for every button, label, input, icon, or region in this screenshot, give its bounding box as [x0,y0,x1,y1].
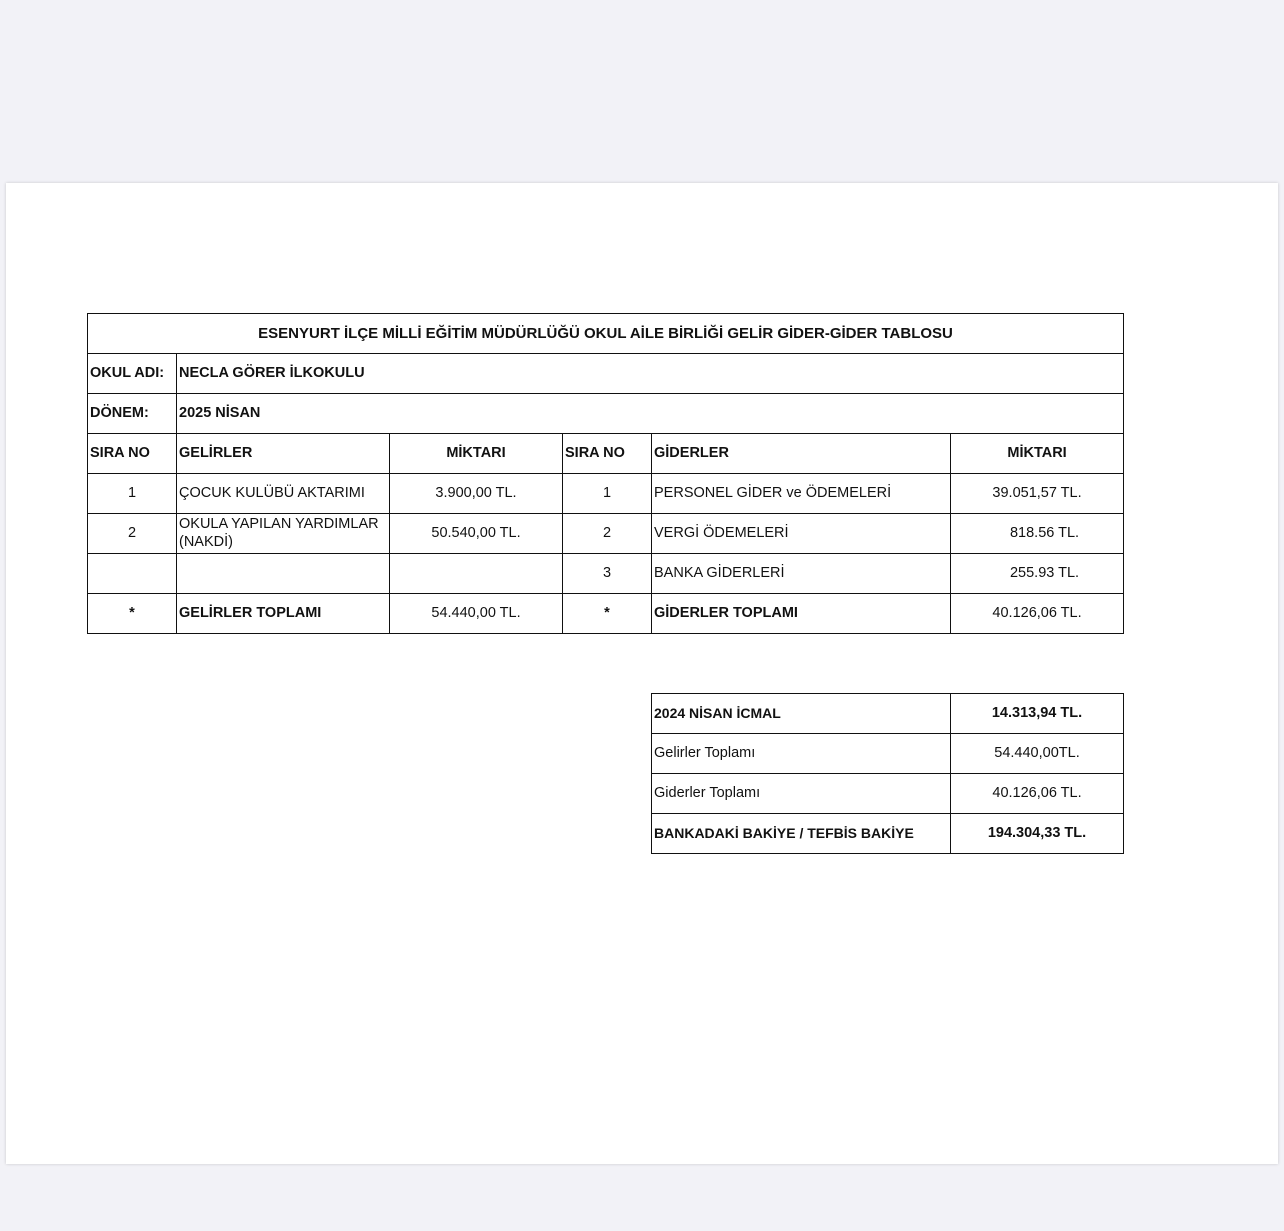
balance-label: BANKADAKİ BAKİYE / TEFBİS BAKİYE [652,814,951,854]
table-row [88,514,1124,554]
table-row [88,554,1124,594]
summary-row-expense [652,774,1124,814]
summary-row-previous [652,694,1124,734]
period-value: 2025 NİSAN [177,394,1124,434]
expense-no: 1 [563,474,652,514]
header-expenses: GİDERLER [652,434,951,474]
expense-no: 3 [563,554,652,594]
income-amount: 3.900,00 TL. [390,474,563,514]
income-expense-table [87,313,1124,634]
table-row [88,474,1124,514]
expense-amount: 39.051,57 TL. [951,474,1124,514]
summary-row-balance [652,814,1124,854]
summary-expense-value: 40.126,06 TL. [951,774,1124,814]
summary-income-label: Gelirler Toplamı [652,734,951,774]
document-page [6,183,1278,1164]
header-sira-no-income: SIRA NO [88,434,177,474]
income-total-label: GELİRLER TOPLAMI [177,594,390,634]
expense-name: VERGİ ÖDEMELERİ [652,514,951,554]
income-name [177,554,390,594]
balance-value: 194.304,33 TL. [951,814,1124,854]
expense-total-marker: * [563,594,652,634]
school-name: NECLA GÖRER İLKOKULU [177,354,1124,394]
income-name: ÇOCUK KULÜBÜ AKTARIMI [177,474,390,514]
header-amount-expense: MİKTARI [951,434,1124,474]
expense-total-label: GİDERLER TOPLAMI [652,594,951,634]
income-no: 2 [88,514,177,554]
income-amount [390,554,563,594]
header-row [88,434,1124,474]
totals-row [88,594,1124,634]
header-amount-income: MİKTARI [390,434,563,474]
expense-name: PERSONEL GİDER ve ÖDEMELERİ [652,474,951,514]
header-income: GELİRLER [177,434,390,474]
expense-total-amount: 40.126,06 TL. [951,594,1124,634]
period-label: DÖNEM: [88,394,177,434]
period-row [88,394,1124,434]
income-total-marker: * [88,594,177,634]
summary-table [651,693,1124,854]
title-row [88,314,1124,354]
school-label: OKUL ADI: [88,354,177,394]
income-no: 1 [88,474,177,514]
income-total-amount: 54.440,00 TL. [390,594,563,634]
previous-label: 2024 NİSAN İCMAL [652,694,951,734]
expense-no: 2 [563,514,652,554]
table-title: ESENYURT İLÇE MİLLİ EĞİTİM MÜDÜRLÜĞÜ OKUL AİLE BİRLİĞİ GELİR GİDER-GİDER TABLOSU [88,314,1124,354]
header-sira-no-expense: SIRA NO [563,434,652,474]
summary-income-value: 54.440,00TL. [951,734,1124,774]
summary-expense-label: Giderler Toplamı [652,774,951,814]
expense-amount: 255.93 TL. [951,554,1124,594]
expense-amount: 818.56 TL. [951,514,1124,554]
school-row [88,354,1124,394]
income-name: OKULA YAPILAN YARDIMLAR (NAKDİ) [177,514,390,554]
income-no [88,554,177,594]
expense-name: BANKA GİDERLERİ [652,554,951,594]
income-amount: 50.540,00 TL. [390,514,563,554]
previous-value: 14.313,94 TL. [951,694,1124,734]
summary-row-income [652,734,1124,774]
